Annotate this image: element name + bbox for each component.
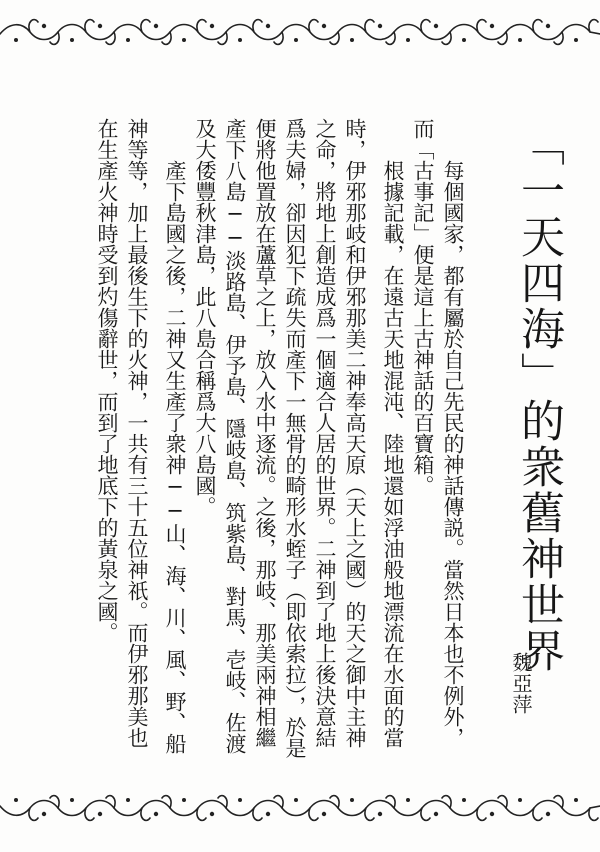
- border-vine: [0, 796, 600, 821]
- ornamental-border-bottom: [0, 776, 600, 832]
- text-column: 產下島國之後，二神又生產了衆神──山、海、川、風、野、船: [163, 160, 187, 754]
- text-column: 產下八島──淡路島、伊予島、隱岐島、筑紫島、對馬、壱岐、佐渡: [223, 118, 247, 754]
- text-column: 而「古事記」便是這上古神話的百寶箱。: [411, 118, 435, 496]
- ornamental-border-top: [0, 8, 600, 64]
- text-column: 每個國家，都有屬於自己先民的神話傳説。當然日本也不例外，: [441, 160, 465, 748]
- text-column: 爲夫婦，卻因犯下疏失而產下一無骨的畸形水蛭子（即依索拉），於是: [283, 118, 307, 758]
- text-column: 根據記載，在遠古天地混沌、陸地還如浮油般地漂流在水面的當: [381, 160, 405, 748]
- text-column: 之命，將地上創造成爲一個適合人居的世界。二神到了地上後決意結: [313, 118, 337, 748]
- body-text: [46, 118, 468, 758]
- text-column: 便將他置放在蘆草之上，放入水中逐流。之後，那岐、那美兩神相繼: [253, 118, 277, 748]
- border-vine: [0, 20, 600, 45]
- text-column: 時，伊邪那岐和伊邪那美二神奉高天原（天上之國）的天之御中主神: [343, 118, 367, 748]
- text-column: 及大倭豐秋津島，此八島合稱爲大八島國。: [193, 118, 217, 517]
- text-column: 神等等，加上最後生下的火神，一共有三十五位神祇。而伊邪那美也: [125, 118, 149, 748]
- author-name: 魏亞萍: [509, 652, 533, 715]
- text-column: 在生產火神時受到灼傷辭世，而到了地底下的黃泉之國。: [95, 118, 119, 643]
- page-title: 「一天四海」的衆舊神世界: [513, 122, 564, 674]
